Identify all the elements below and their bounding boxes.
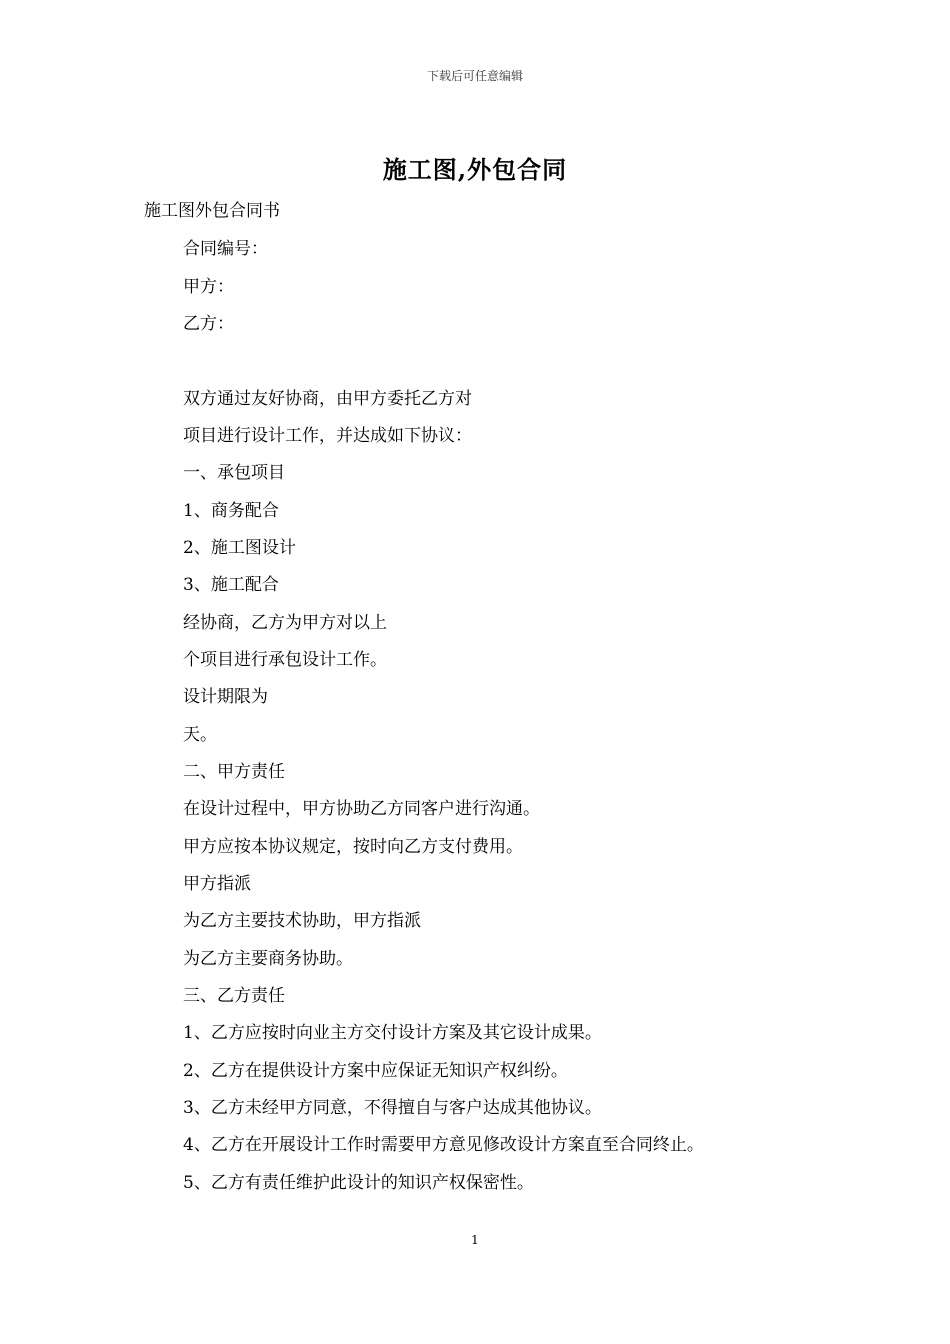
list-item: 4、乙方在开展设计工作时需要甲方意见修改设计方案直至合同终止。 <box>183 1135 704 1155</box>
list-item: 2、乙方在提供设计方案中应保证无知识产权纠纷。 <box>183 1061 568 1081</box>
page-number: 1 <box>471 1233 479 1247</box>
list-item: 3、乙方未经甲方同意，不得擅自与客户达成其他协议。 <box>183 1098 602 1118</box>
contract-heading: 施工图外包合同书 <box>144 201 280 221</box>
party-a-label: 甲方： <box>183 277 234 297</box>
party-b-label: 乙方： <box>183 314 234 334</box>
body-line: 设计期限为 <box>183 687 268 707</box>
list-item: 3、施工配合 <box>183 575 279 595</box>
section-heading: 一、承包项目 <box>183 463 285 483</box>
body-line: 项目进行设计工作，并达成如下协议： <box>183 426 472 446</box>
body-line: 天。 <box>183 725 217 745</box>
body-line: 甲方应按本协议规定，按时向乙方支付费用。 <box>183 837 523 857</box>
body-line: 在设计过程中，甲方协助乙方同客户进行沟通。 <box>183 799 540 819</box>
section-heading: 二、甲方责任 <box>183 762 285 782</box>
list-item: 5、乙方有责任维护此设计的知识产权保密性。 <box>183 1173 534 1193</box>
page-header: 下载后可任意编辑 <box>426 69 523 83</box>
list-item: 1、乙方应按时向业主方交付设计方案及其它设计成果。 <box>183 1023 602 1043</box>
body-line: 双方通过友好协商，由甲方委托乙方对 <box>183 389 472 409</box>
list-item: 1、商务配合 <box>183 501 279 521</box>
list-item: 2、施工图设计 <box>183 538 296 558</box>
section-heading: 三、乙方责任 <box>183 986 285 1006</box>
body-line: 为乙方主要技术协助，甲方指派 <box>183 911 421 931</box>
body-line: 甲方指派 <box>183 874 251 894</box>
document-title: 施工图,外包合同 <box>382 155 568 184</box>
body-line: 经协商，乙方为甲方对以上 <box>183 613 387 633</box>
body-line: 为乙方主要商务协助。 <box>183 949 353 969</box>
contract-number-label: 合同编号： <box>183 239 268 259</box>
body-line: 个项目进行承包设计工作。 <box>183 650 387 670</box>
